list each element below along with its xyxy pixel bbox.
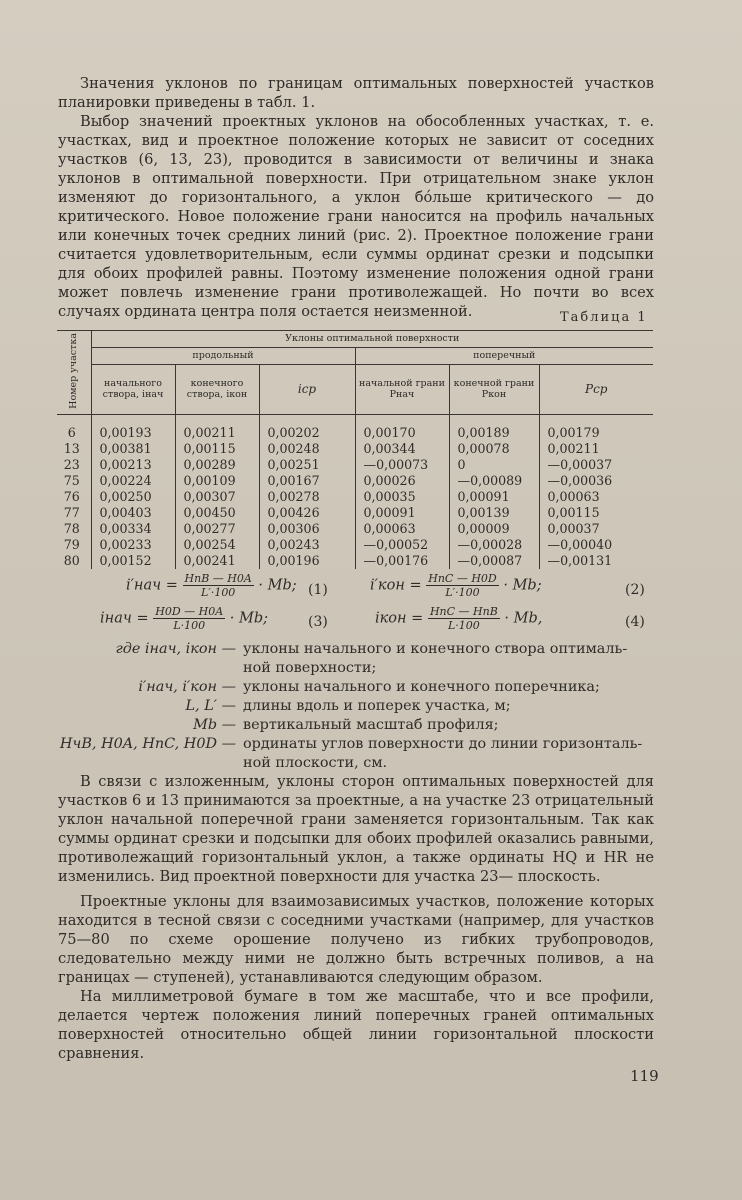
- formula-4-number: (4): [625, 614, 645, 630]
- table-cell: 0,00078: [449, 441, 539, 457]
- legend-desc-7: ной плоскости, см.: [243, 755, 388, 771]
- cell-plot-number: 77: [63, 504, 80, 520]
- table-cell: 0,00233: [91, 537, 175, 553]
- table-row: [57, 505, 653, 521]
- table-cell: 0,00403: [91, 505, 175, 521]
- table-cell: —0,00037: [539, 457, 653, 473]
- table-cell: —0,00087: [449, 553, 539, 569]
- table-cell: 0,00344: [355, 441, 449, 457]
- cell-plot-number: 6: [67, 424, 76, 440]
- table-cell: 0,00170: [355, 414, 449, 441]
- cell-plot-number: 75: [63, 472, 80, 488]
- legend-sym-3: i′нач, i′кон —: [138, 679, 236, 695]
- table-cell: 0,00063: [539, 489, 653, 505]
- header-cross-avg: Pср: [539, 364, 653, 414]
- table-cell: 0,00115: [175, 441, 259, 457]
- table-cell: 0,00306: [259, 521, 355, 537]
- header-long-avg: iср: [259, 364, 355, 414]
- table-cell: 0,00243: [259, 537, 355, 553]
- page-number: 119: [630, 1067, 659, 1085]
- table-row: [57, 441, 653, 457]
- formula-1: i′нач = $\frac{\text{HпB — H0A}}{L'\cdot 100}$ · Mb;: [126, 572, 297, 599]
- header-long-end: конечного створа, iкон: [175, 364, 259, 414]
- table-cell: 0,00091: [449, 489, 539, 505]
- table-cell: 0,00241: [175, 553, 259, 569]
- cell-plot-number: 23: [63, 456, 80, 472]
- legend-desc-3: уклоны начального и конечного поперечника;: [243, 679, 600, 695]
- paragraph-1: Значения уклонов по границам оптимальных поверхностей участков планировки приведены в табл. 1.: [58, 75, 654, 111]
- formula-4: iкон = $\frac{\text{HпC — HпB}}{L\cdot 100}$ · Mb,: [375, 605, 543, 632]
- legend-desc-2: ной поверхности;: [243, 660, 377, 676]
- table-cell: 0,00139: [449, 505, 539, 521]
- cell-plot-number: 78: [63, 520, 80, 536]
- table-cell: 0,00189: [449, 414, 539, 441]
- legend-desc-4: длины вдоль и поперек участка, м;: [243, 698, 511, 714]
- table-cell: 0,00334: [91, 521, 175, 537]
- table-cell: —0,00131: [539, 553, 653, 569]
- header-cross-start: начальной грани Pнач: [355, 364, 449, 414]
- table-label: Таблица 1: [560, 310, 648, 325]
- text-block-top: [58, 74, 654, 321]
- table-row: [57, 457, 653, 473]
- table-cell: 0,00035: [355, 489, 449, 505]
- table-row: [57, 521, 653, 537]
- legend-desc-1: уклоны начального и конечного створа оптималь-: [243, 641, 628, 657]
- formula-2-number: (2): [625, 582, 645, 598]
- table-cell: 0,00037: [539, 521, 653, 537]
- table-cell: 0,00250: [91, 489, 175, 505]
- header-group: Уклоны оптимальной поверхности: [91, 331, 653, 348]
- table-cell: —0,00036: [539, 473, 653, 489]
- slope-table: [57, 330, 653, 569]
- table-cell: 0,00289: [175, 457, 259, 473]
- table-cell: 0,00202: [259, 414, 355, 441]
- table-cell: 0,00224: [91, 473, 175, 489]
- table-row: [57, 537, 653, 553]
- legend-sym-1: где iнач, iкон —: [115, 641, 236, 657]
- table-cell: 0,00426: [259, 505, 355, 521]
- cell-plot-number: 80: [63, 552, 80, 568]
- paragraph-5: На миллиметровой бумаге в том же масштабе, что и все профили, делается чертеж положения линий поперечных граней оптимальных поверхностей относительно общей линии горизонтальной плоскости сравнения.: [58, 988, 654, 1062]
- legend-sym-5: Mb —: [193, 717, 236, 733]
- table-cell: 0,00248: [259, 441, 355, 457]
- table-cell: 0,00277: [175, 521, 259, 537]
- formula-3: iнач = $\frac{H0D — H0A}{L\cdot 100}$ · Mb;: [100, 605, 269, 632]
- paragraph-3: В связи с изложенным, уклоны сторон оптимальных поверхностей для участков 6 и 13 принимаются за проектные, а на участке 23 отрицательный уклон начальной поперечной грани заменяется горизонтальным. Так как суммы ординат срезки и подсыпки для обоих профилей оказались равными, противолежащий горизонтальный уклон, а также ординаты HQ и HR не изменились. Вид проектной поверхности для участка 23— плоскость.: [58, 773, 654, 885]
- table-cell: 0,00381: [91, 441, 175, 457]
- table-cell: —0,00052: [355, 537, 449, 553]
- paragraph-4: Проектные уклоны для взаимозависимых участков, положение которых находится в тесной связи с соседними участками (например, для участков 75—80 по схеме орошение получено из гибких трубопроводов, следовательно между ними не должно быть встречных поливов, а на границах — ступеней), устанавливаются следующим образом.: [58, 893, 654, 986]
- table-row: [57, 473, 653, 489]
- variable-legend: [0, 640, 742, 780]
- table-cell: 0,00167: [259, 473, 355, 489]
- table-cell: —0,00028: [449, 537, 539, 553]
- table-cell: 0,00450: [175, 505, 259, 521]
- table-cell: 0,00109: [175, 473, 259, 489]
- formula-2: i′кон = $\frac{\text{HпC — H0D}}{L'\cdot 100}$ · Mb;: [370, 572, 542, 599]
- table-cell: —0,00040: [539, 537, 653, 553]
- table-cell: 0,00254: [175, 537, 259, 553]
- cell-plot-number: 13: [63, 440, 80, 456]
- header-longitudinal: продольный: [91, 347, 355, 364]
- table-row: [57, 414, 653, 441]
- table-cell: 0,00307: [175, 489, 259, 505]
- table-row: [57, 489, 653, 505]
- table-cell: 0,00009: [449, 521, 539, 537]
- table-cell: —0,00176: [355, 553, 449, 569]
- table-cell: 0,00063: [355, 521, 449, 537]
- legend-desc-5: вертикальный масштаб профиля;: [243, 717, 499, 733]
- legend-desc-6: ординаты углов поверхности до линии горизонталь-: [243, 736, 643, 752]
- table-cell: 0: [449, 457, 539, 473]
- table-cell: 0,00251: [259, 457, 355, 473]
- table-cell: 0,00213: [91, 457, 175, 473]
- header-cross-end: конечной грани Pкон: [449, 364, 539, 414]
- formula-3-number: (3): [308, 614, 328, 630]
- table-cell: 0,00211: [539, 441, 653, 457]
- header-number: Номер участка: [57, 331, 91, 415]
- table-cell: 0,00091: [355, 505, 449, 521]
- table-cell: —0,00089: [449, 473, 539, 489]
- header-transverse: поперечный: [355, 347, 653, 364]
- text-block-bottom: [58, 772, 654, 1063]
- table-cell: 0,00211: [175, 414, 259, 441]
- paragraph-2: Выбор значений проектных уклонов на обособленных участках, т. е. участках, вид и проектное положение которых не зависит от соседних участков (6, 13, 23), проводится в зависимости от величины и знака уклонов в оптимальной поверхности. При отрицательном знаке уклон изменяют до горизонтального, а уклон бóльше критического — до критического. Новое положение грани наносится на профиль начальных или конечных точек средних линий (рис. 2). Проектное положение грани считается удовлетворительным, если суммы ординат срезки и подсыпки для обоих профилей равны. Поэтому изменение положения одной грани может повлечь изменение грани противолежащей. Но почти во всех случаях ордината центра поля остается неизменной.: [58, 113, 654, 320]
- header-long-start: начального створа, iнач: [91, 364, 175, 414]
- table-cell: 0,00193: [91, 414, 175, 441]
- cell-plot-number: 76: [63, 488, 80, 504]
- cell-plot-number: 79: [63, 536, 80, 552]
- table-cell: 0,00278: [259, 489, 355, 505]
- table-cell: 0,00026: [355, 473, 449, 489]
- table-cell: 0,00179: [539, 414, 653, 441]
- table-cell: —0,00073: [355, 457, 449, 473]
- table-cell: 0,00115: [539, 505, 653, 521]
- legend-sym-4: L, L′ —: [185, 698, 236, 714]
- table-cell: 0,00152: [91, 553, 175, 569]
- legend-sym-6: HчB, H0A, HпC, H0D —: [59, 736, 236, 752]
- formula-1-number: (1): [308, 582, 328, 598]
- table-cell: 0,00196: [259, 553, 355, 569]
- table-row: [57, 553, 653, 569]
